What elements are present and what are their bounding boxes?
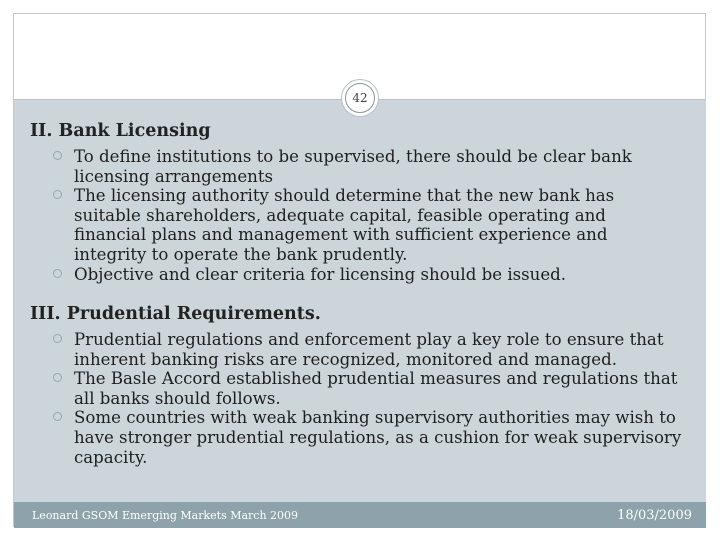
bullet-text: Objective and clear criteria for licensing should be issued.: [74, 264, 567, 284]
list-item: [48, 186, 678, 264]
section-heading-bank-licensing: II. Bank Licensing: [30, 121, 211, 141]
bullet-text: The Basle Accord established prudential measures and regulations that all banks should follows.: [74, 369, 678, 408]
section-heading-prudential-requirements: III. Prudential Requirements.: [30, 304, 321, 324]
circle-bullet-icon: [53, 190, 62, 199]
footer-date: 18/03/2009: [617, 508, 692, 523]
bullet-text: To define institutions to be supervised, there should be clear bank licensing arrangements: [74, 147, 632, 186]
bullet-text: Prudential regulations and enforcement play a key role to ensure that inherent banking risks are recognized, monitored and managed.: [74, 330, 664, 369]
list-item: [48, 330, 698, 369]
bullet-text: Some countries with weak banking supervisory authorities may wish to have stronger prudential regulations, as a cushion for weak supervisory capacity.: [74, 408, 682, 467]
bank-licensing-list: [48, 147, 678, 284]
page-number: 42: [345, 83, 375, 113]
circle-bullet-icon: [53, 334, 62, 343]
footer-source-text: Leonard GSOM Emerging Markets March 2009: [32, 509, 299, 522]
page-number-badge: [341, 79, 379, 117]
list-item: [48, 265, 678, 285]
circle-bullet-icon: [53, 269, 62, 278]
list-item: [48, 408, 698, 467]
list-item: [48, 147, 678, 186]
circle-bullet-icon: [53, 412, 62, 421]
list-item: [48, 369, 698, 408]
circle-bullet-icon: [53, 151, 62, 160]
prudential-requirements-list: [48, 330, 698, 467]
bullet-text: The licensing authority should determine that the new bank has suitable shareholders, adequate capital, feasible operating and financial plans and management with sufficient experience and integrity to operate the bank prudently.: [74, 186, 615, 264]
circle-bullet-icon: [53, 373, 62, 382]
